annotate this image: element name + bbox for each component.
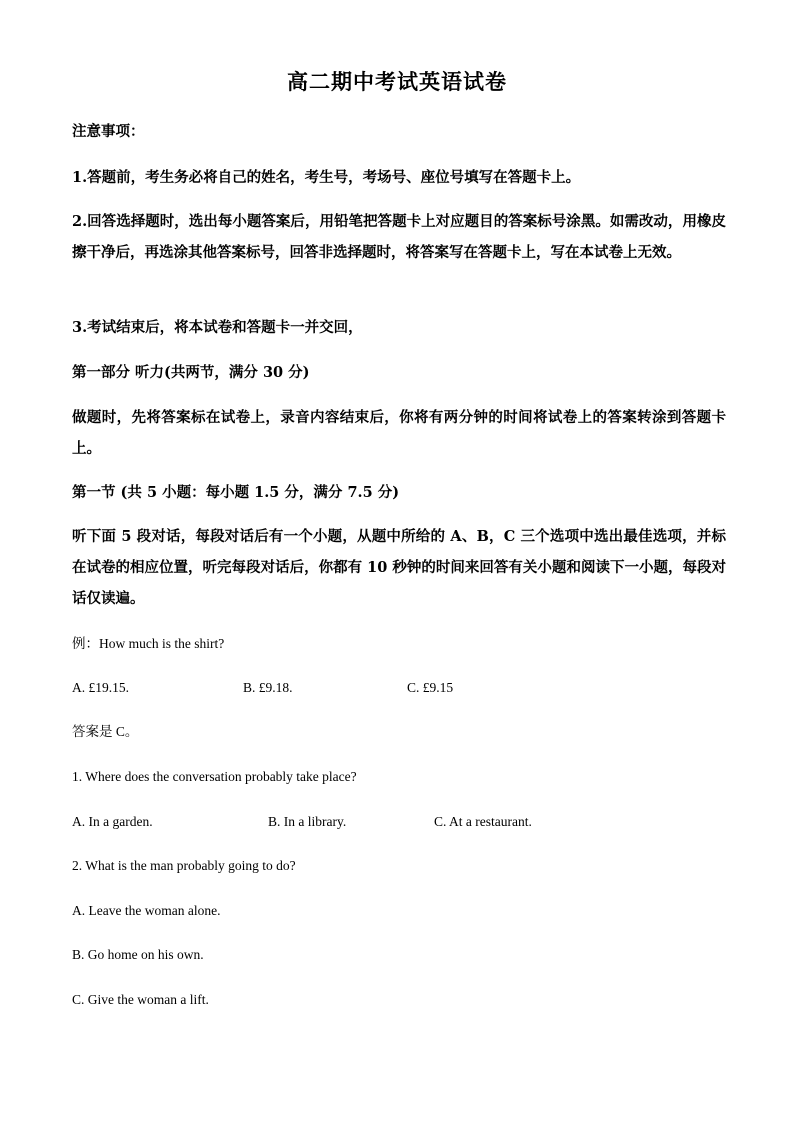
notice-item-3: 3.考试结束后，将本试卷和答题卡一并交回， <box>72 319 363 336</box>
question-2-option-b: B. Go home on his own. <box>72 947 204 962</box>
example-answer: 答案是 C。 <box>72 724 139 739</box>
question-1-option-b: B. In a library. <box>268 814 347 829</box>
exam-title: 高二期中考试英语试卷 <box>287 69 507 94</box>
example-question: 例：How much is the shirt? <box>72 636 225 651</box>
section-one-heading: 第一节 (共 5 小题：每小题 1.5 分，满分 7.5 分) <box>72 484 400 501</box>
notice-item-1: 1.答题前，考生务必将自己的姓名，考生号，考场号、座位号填写在答题卡上。 <box>72 169 581 186</box>
section-one-instruction: 听下面 5 段对话，每段对话后有一个小题，从题中所给的 A、B，C 三个选项中选出最佳选项，并标在试卷的相应位置，听完每段对话后，你都有 10 秒钟的时间来回答有关小题和阅读下一小题，每段对话仅读遍。 <box>72 528 726 607</box>
question-1-option-c: C. At a restaurant. <box>434 814 532 829</box>
question-1-option-a: A. In a garden. <box>72 814 153 829</box>
part-one-instruction: 做题时，先将答案标在试卷上，录音内容结束后，你将有两分钟的时间将试卷上的答案转涂到答题卡上。 <box>72 409 726 457</box>
notice-item-2: 2.回答选择题时，选出每小题答案后，用铅笔把答题卡上对应题目的答案标号涂黑。如需改动，用橡皮擦干净后，再选涂其他答案标号，回答非选择题时，将答案写在答题卡上，写在本试卷上无效。 <box>72 213 726 261</box>
question-2-option-c: C. Give the woman a lift. <box>72 992 209 1007</box>
question-1-text: 1. Where does the conversation probably take place? <box>72 769 357 784</box>
example-option-c: C. £9.15 <box>407 680 454 695</box>
example-option-b: B. £9.18. <box>243 680 293 695</box>
part-one-heading: 第一部分 听力(共两节，满分 30 分) <box>72 364 310 381</box>
notice-heading: 注意事项： <box>72 123 145 140</box>
question-2-option-a: A. Leave the woman alone. <box>72 903 221 918</box>
question-2-text: 2. What is the man probably going to do? <box>72 858 296 873</box>
example-option-a: A. £19.15. <box>72 680 129 695</box>
